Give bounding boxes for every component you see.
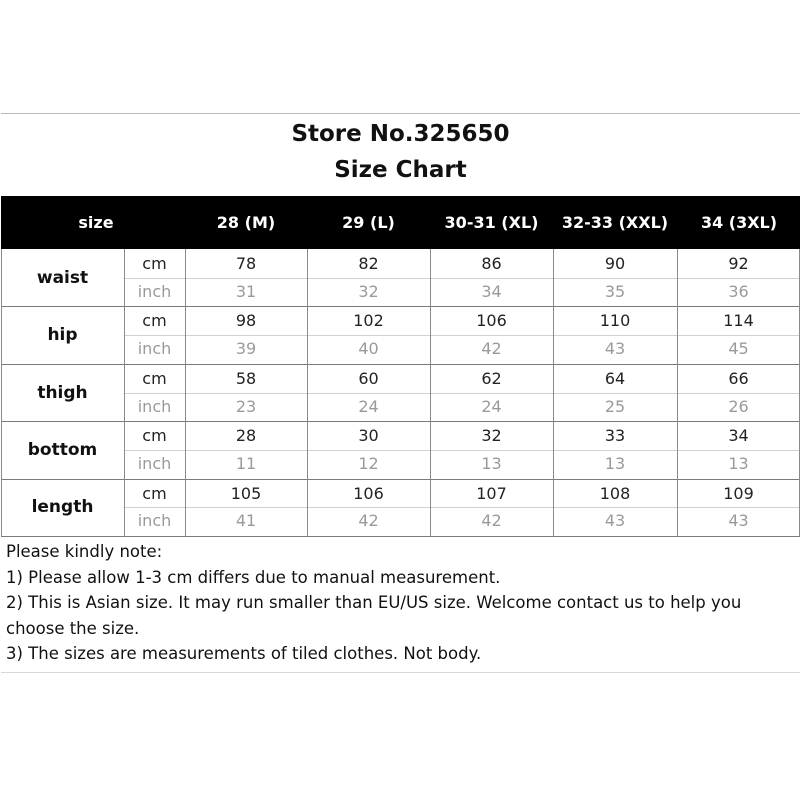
unit-cm-label: cm <box>142 426 167 446</box>
row-label-thigh: thigh <box>37 382 88 403</box>
unit-cm-label: cm <box>142 368 167 388</box>
row-divider <box>1 479 800 480</box>
unit-inch-label: inch <box>137 339 172 359</box>
cell-hip-cm-4: 114 <box>723 311 754 331</box>
unit-col-divider <box>124 249 125 536</box>
cell-length-inch-0: 41 <box>235 511 257 531</box>
cell-length-cm-2: 107 <box>476 483 507 503</box>
unit-cm-label: cm <box>142 254 167 273</box>
cell-hip-cm-1: 102 <box>353 311 384 331</box>
cell-waist-inch-4: 36 <box>728 281 749 301</box>
table-right-border <box>799 249 800 536</box>
cell-waist-inch-3: 35 <box>604 281 626 301</box>
cell-bottom-inch-4: 13 <box>728 453 749 473</box>
page-title: Store No.325650 <box>291 121 510 147</box>
note-line: choose the size. <box>6 618 140 638</box>
cell-length-inch-3: 43 <box>604 511 626 531</box>
cell-bottom-cm-3: 33 <box>604 426 626 446</box>
cell-hip-inch-4: 45 <box>728 339 749 359</box>
cell-waist-cm-1: 82 <box>358 254 379 273</box>
header-col-2: 30-31 (XL) <box>444 213 539 232</box>
cell-thigh-inch-4: 26 <box>728 396 749 416</box>
cell-waist-cm-3: 90 <box>604 254 626 273</box>
cell-bottom-cm-4: 34 <box>728 426 749 446</box>
cell-thigh-cm-0: 58 <box>235 368 257 388</box>
note-line: 2) This is Asian size. It may run smaller than EU/US size. Welcome contact us to help you <box>6 593 742 612</box>
cell-hip-cm-0: 98 <box>235 311 257 331</box>
cell-bottom-cm-1: 30 <box>358 426 379 446</box>
cell-length-cm-4: 109 <box>723 483 754 503</box>
cell-hip-cm-3: 110 <box>599 311 631 331</box>
cell-length-cm-3: 108 <box>599 483 631 503</box>
cell-waist-cm-4: 92 <box>728 254 749 273</box>
cell-thigh-cm-4: 66 <box>728 368 749 388</box>
row-mid-divider <box>124 335 800 336</box>
row-label-waist: waist <box>36 267 89 288</box>
header-col-3: 32-33 (XXL) <box>561 213 669 232</box>
cell-bottom-inch-3: 13 <box>604 453 626 473</box>
cell-length-cm-0: 105 <box>230 483 262 503</box>
row-divider <box>1 421 800 422</box>
note-line: 3) The sizes are measurements of tiled clothes. Not body. <box>6 644 482 663</box>
row-divider <box>1 306 800 307</box>
cell-bottom-cm-2: 32 <box>481 426 502 446</box>
col-divider <box>307 249 308 536</box>
col-divider <box>553 249 554 536</box>
cell-length-cm-1: 106 <box>353 483 384 503</box>
col-divider <box>677 249 678 536</box>
header-col-4: 34 (3XL) <box>700 213 778 232</box>
cell-length-inch-4: 43 <box>728 511 749 531</box>
note-line: Please kindly note: <box>6 542 163 561</box>
cell-thigh-inch-1: 24 <box>358 396 379 416</box>
cell-bottom-inch-0: 11 <box>235 453 257 473</box>
col-divider <box>430 249 431 536</box>
unit-inch-label: inch <box>137 281 172 301</box>
unit-cm-label: cm <box>142 483 167 503</box>
cell-thigh-cm-2: 62 <box>481 368 502 388</box>
cell-length-inch-1: 42 <box>358 511 379 531</box>
cell-waist-inch-0: 31 <box>235 281 257 301</box>
row-label-bottom: bottom <box>27 439 98 460</box>
cell-hip-inch-1: 40 <box>358 339 379 359</box>
cell-waist-cm-0: 78 <box>235 254 257 273</box>
cell-length-inch-2: 42 <box>481 511 502 531</box>
header-size-label: size <box>78 213 114 232</box>
row-label-length: length <box>31 497 94 518</box>
cell-bottom-cm-0: 28 <box>235 426 257 446</box>
cell-hip-cm-2: 106 <box>476 311 507 331</box>
cell-thigh-inch-2: 24 <box>481 396 502 416</box>
cell-thigh-cm-1: 60 <box>358 368 379 388</box>
cell-thigh-cm-3: 64 <box>604 368 626 388</box>
unit-inch-label: inch <box>137 511 172 531</box>
row-mid-divider <box>124 450 800 451</box>
header-col-1: 29 (L) <box>342 213 395 232</box>
cell-thigh-inch-0: 23 <box>235 396 257 416</box>
row-mid-divider <box>124 278 800 279</box>
cell-waist-inch-2: 34 <box>481 281 502 301</box>
row-mid-divider <box>124 393 800 394</box>
notes-block <box>6 539 796 667</box>
note-line: 1) Please allow 1-3 cm differs due to manual measurement. <box>6 567 501 587</box>
unit-inch-label: inch <box>137 396 172 416</box>
cell-hip-inch-3: 43 <box>604 339 626 359</box>
row-divider <box>1 536 800 537</box>
col-divider <box>185 249 186 536</box>
cell-bottom-inch-1: 12 <box>358 453 379 473</box>
header-col-0: 28 (M) <box>216 213 276 232</box>
unit-inch-label: inch <box>137 453 172 473</box>
cell-waist-cm-2: 86 <box>481 254 502 273</box>
page-subtitle: Size Chart <box>334 157 467 183</box>
cell-thigh-inch-3: 25 <box>604 396 626 416</box>
table-left-border <box>1 249 2 536</box>
row-label-hip: hip <box>47 325 78 346</box>
cell-hip-inch-0: 39 <box>235 339 257 359</box>
unit-cm-label: cm <box>142 311 167 331</box>
row-mid-divider <box>124 507 800 508</box>
cell-waist-inch-1: 32 <box>358 281 379 301</box>
cell-hip-inch-2: 42 <box>481 339 502 359</box>
row-divider <box>1 364 800 365</box>
cell-bottom-inch-2: 13 <box>481 453 502 473</box>
